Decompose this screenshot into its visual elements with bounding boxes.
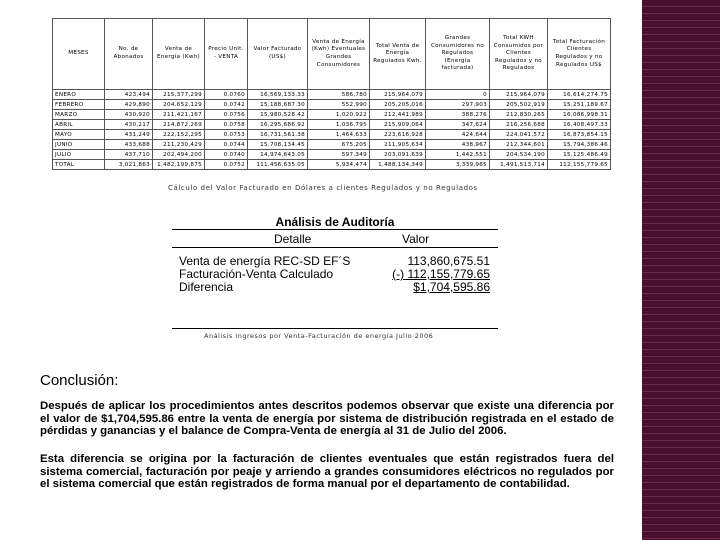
sidebar-stripe (642, 258, 720, 259)
audit-body (172, 246, 498, 329)
sidebar-stripe (642, 76, 720, 77)
audit-col-valor: Valor (402, 232, 430, 246)
sidebar-stripe (642, 405, 720, 406)
sidebar-stripe (642, 265, 720, 266)
sidebar-stripe (642, 13, 720, 14)
sidebar-stripe (642, 83, 720, 84)
table-cell: 15,251,189.67 (548, 100, 611, 110)
sidebar-stripe (642, 328, 720, 329)
audit-label-venta: Venta de energía REC-SD EF´S (179, 254, 351, 268)
sidebar-stripe (642, 118, 720, 119)
audit-analysis (172, 215, 498, 328)
table-row-label: JUNIO (53, 140, 105, 150)
table-cell: 0.0758 (205, 120, 248, 130)
sidebar-stripe (642, 300, 720, 301)
table-row (53, 160, 611, 170)
table-caption: Cálculo del Valor Facturado en Dólares a clientes Regulados y no Regulados (168, 184, 478, 192)
table-cell: 223,616,928 (370, 130, 426, 140)
audit-value-diferencia: $1,704,595.86 (413, 280, 490, 294)
table-cell: 215,964,079 (490, 90, 548, 100)
sidebar-stripe (642, 482, 720, 483)
table-cell: 1,488,134,349 (370, 160, 426, 170)
sidebar-stripe (642, 55, 720, 56)
table-cell: 211,905,634 (370, 140, 426, 150)
sidebar-stripe (642, 125, 720, 126)
table-cell: 204,534,190 (490, 150, 548, 160)
sidebar-stripe (642, 188, 720, 189)
sidebar-stripe (642, 356, 720, 357)
decorative-sidebar (642, 0, 720, 540)
table-cell: 0 (426, 90, 490, 100)
sidebar-stripe (642, 111, 720, 112)
table-cell: 0.0756 (205, 110, 248, 120)
table-cell: 212,344,601 (490, 140, 548, 150)
table-cell: 212,830,265 (490, 110, 548, 120)
table-row (53, 90, 611, 100)
table-cell: 675,205 (308, 140, 370, 150)
table-cell: 211,421,167 (153, 110, 205, 120)
sidebar-stripe (642, 349, 720, 350)
table-cell: 215,964,079 (370, 90, 426, 100)
table-cell: 1,491,513,714 (490, 160, 548, 170)
sidebar-stripe (642, 286, 720, 287)
sidebar-stripe (642, 69, 720, 70)
table-cell: 15,708,134.45 (248, 140, 308, 150)
audit-caption: Análisis Ingresos por Venta-Facturación de energía Julio 2006 (204, 332, 434, 340)
table-cell: 111,456,635.05 (248, 160, 308, 170)
sidebar-stripe (642, 363, 720, 364)
table-row (53, 130, 611, 140)
sidebar-stripe (642, 279, 720, 280)
sidebar-stripe (642, 104, 720, 105)
table-cell: 16,731,561.38 (248, 130, 308, 140)
sidebar-stripe (642, 223, 720, 224)
sidebar-stripe (642, 314, 720, 315)
table-cell: 212,441,989 (370, 110, 426, 120)
sidebar-stripe (642, 48, 720, 49)
audit-title: Análisis de Auditoría (275, 215, 395, 229)
sidebar-stripe (642, 209, 720, 210)
audit-col-detalle: Detalle (274, 232, 312, 246)
sidebar-stripe (642, 195, 720, 196)
table-cell: 1,464,633 (308, 130, 370, 140)
sidebar-stripe (642, 377, 720, 378)
table-cell: 552,990 (308, 100, 370, 110)
table-cell: 15,794,386.46 (548, 140, 611, 150)
table-cell: 347,624 (426, 120, 490, 130)
sidebar-stripe (642, 62, 720, 63)
sidebar-stripe (642, 384, 720, 385)
table-cell: 3,339,965 (426, 160, 490, 170)
sidebar-stripe (642, 244, 720, 245)
sidebar-stripe (642, 531, 720, 532)
conclusion-paragraph-2: Esta diferencia se origina por la facturación de clientes eventuales que están registrados fuera del sistema comercial, facturación por peaje y arriendo a grandes consumidores eléctricos no regulados por el sistema comercial que están registrados de forma manual por el departamento de contabilidad. (40, 453, 614, 490)
table-cell: 423,494 (105, 90, 153, 100)
sidebar-stripe (642, 419, 720, 420)
table-header-cell: Venta de Energía (Kwh) Eventuales Grandes Consumidores (308, 19, 370, 90)
table-row (53, 120, 611, 130)
billing-table (52, 18, 611, 170)
table-cell: 431,249 (105, 130, 153, 140)
table-cell: 215,909,064 (370, 120, 426, 130)
table-row (53, 150, 611, 160)
table-row-label: FEBRERO (53, 100, 105, 110)
table-cell: 205,205,016 (370, 100, 426, 110)
sidebar-stripe (642, 237, 720, 238)
sidebar-stripe (642, 6, 720, 7)
table-header-cell: No. de Abonados (105, 19, 153, 90)
sidebar-stripe (642, 538, 720, 539)
sidebar-stripe (642, 496, 720, 497)
sidebar-stripe (642, 454, 720, 455)
sidebar-stripe (642, 230, 720, 231)
table-row (53, 100, 611, 110)
table-header-cell: Precio Unit. - VENTA (205, 19, 248, 90)
table-cell: 15,125,486.49 (548, 150, 611, 160)
sidebar-stripe (642, 370, 720, 371)
sidebar-stripe (642, 202, 720, 203)
table-row-label: ABRIL (53, 120, 105, 130)
sidebar-stripe (642, 272, 720, 273)
table-cell: 16,086,998.31 (548, 110, 611, 120)
sidebar-stripe (642, 307, 720, 308)
table-cell: 1,036,795 (308, 120, 370, 130)
sidebar-stripe (642, 20, 720, 21)
audit-label-facturacion: Facturación-Venta Calculado (179, 267, 334, 281)
table-cell: 433,688 (105, 140, 153, 150)
table-header-cell: MESES (53, 19, 105, 90)
table-header-cell: Venta de Energía (Kwh) (153, 19, 205, 90)
sidebar-stripe (642, 321, 720, 322)
table-cell: 1,482,199,875 (153, 160, 205, 170)
sidebar-stripe (642, 433, 720, 434)
table-header-cell: Valor Facturado (US$) (248, 19, 308, 90)
sidebar-stripe (642, 440, 720, 441)
sidebar-stripe (642, 475, 720, 476)
table-cell: 388,276 (426, 110, 490, 120)
table-cell: 222,152,295 (153, 130, 205, 140)
table-cell: 5,934,474 (308, 160, 370, 170)
table-cell: 437,710 (105, 150, 153, 160)
table-cell: 1,020,922 (308, 110, 370, 120)
table-cell: 0.0744 (205, 140, 248, 150)
sidebar-stripe (642, 391, 720, 392)
sidebar-stripe (642, 167, 720, 168)
sidebar-stripe (642, 412, 720, 413)
sidebar-stripe (642, 426, 720, 427)
table-row (53, 110, 611, 120)
table-cell: 597,349 (308, 150, 370, 160)
sidebar-stripe (642, 160, 720, 161)
sidebar-stripe (642, 97, 720, 98)
sidebar-stripe (642, 335, 720, 336)
sidebar-stripe (642, 251, 720, 252)
table-header-cell: Grandes Consumidores no Regulados (Energía facturada) (426, 19, 490, 90)
sidebar-stripe (642, 447, 720, 448)
audit-value-facturacion: (-) 112,155,779.65 (392, 267, 490, 281)
table-header-row (53, 19, 611, 90)
table-cell: 586,780 (308, 90, 370, 100)
audit-label-diferencia: Diferencia (179, 280, 234, 294)
table-header-cell: Total KWH Consumidos por Clientes Regulados y no Regulados (490, 19, 548, 90)
sidebar-stripe (642, 90, 720, 91)
table-cell: 430,920 (105, 110, 153, 120)
table-cell: 0.0742 (205, 100, 248, 110)
table-cell: 0.0740 (205, 150, 248, 160)
sidebar-stripe (642, 489, 720, 490)
table-cell: 429,890 (105, 100, 153, 110)
conclusion-title: Conclusión: (40, 372, 119, 389)
table-cell: 0.0760 (205, 90, 248, 100)
sidebar-stripe (642, 174, 720, 175)
sidebar-stripe (642, 181, 720, 182)
sidebar-stripe (642, 293, 720, 294)
table-cell: 15,188,687.30 (248, 100, 308, 110)
table-cell: 0.0753 (205, 130, 248, 140)
sidebar-stripe (642, 27, 720, 28)
sidebar-stripe (642, 517, 720, 518)
table-cell: 16,873,854.15 (548, 130, 611, 140)
sidebar-stripe (642, 461, 720, 462)
sidebar-stripe (642, 132, 720, 133)
sidebar-stripe (642, 503, 720, 504)
sidebar-stripe (642, 510, 720, 511)
sidebar-stripe (642, 153, 720, 154)
table-cell: 0.0752 (205, 160, 248, 170)
sidebar-stripe (642, 34, 720, 35)
table-header-cell: Total Venta de Energía Regulados Kwh. (370, 19, 426, 90)
table-row-label: MARZO (53, 110, 105, 120)
table-cell: 16,614,274.75 (548, 90, 611, 100)
table-cell: 202,494,200 (153, 150, 205, 160)
table-cell: 215,377,299 (153, 90, 205, 100)
sidebar-stripe (642, 524, 720, 525)
sidebar-stripe (642, 146, 720, 147)
table-cell: 112,155,779.65 (548, 160, 611, 170)
table-cell: 203,091,639 (370, 150, 426, 160)
table-cell: 214,872,269 (153, 120, 205, 130)
table-cell: 211,230,429 (153, 140, 205, 150)
table-cell: 205,502,919 (490, 100, 548, 110)
conclusion-paragraph-1: Después de aplicar los procedimientos antes descritos podemos observar que existe una diferencia por el valor de $1,704,595.86 entre la venta de energía por sistema de distribución registrada en el estado de pérdidas y ganancias y el balance de Compra-Venta de energía al 31 de Julio del 2006. (40, 400, 614, 437)
sidebar-stripe (642, 216, 720, 217)
table-row (53, 140, 611, 150)
table-row-label: TOTAL (53, 160, 105, 170)
sidebar-stripe (642, 41, 720, 42)
table-header-cell: Total Facturación Clientes Regulados y no Regulados US$ (548, 19, 611, 90)
sidebar-stripe (642, 398, 720, 399)
table-row-label: JULIO (53, 150, 105, 160)
table-row-label: MAYO (53, 130, 105, 140)
table-cell: 204,652,129 (153, 100, 205, 110)
table-row-label: ENERO (53, 90, 105, 100)
table-cell: 216,256,688 (490, 120, 548, 130)
table-cell: 424,644 (426, 130, 490, 140)
sidebar-stripe (642, 468, 720, 469)
table-cell: 224,041,572 (490, 130, 548, 140)
table-cell: 16,295,686.92 (248, 120, 308, 130)
table-cell: 16,569,133.33 (248, 90, 308, 100)
sidebar-stripe (642, 342, 720, 343)
sidebar-stripe (642, 139, 720, 140)
table-cell: 3,021,863 (105, 160, 153, 170)
table-cell: 1,442,551 (426, 150, 490, 160)
table-cell: 297,903 (426, 100, 490, 110)
table-cell: 438,967 (426, 140, 490, 150)
audit-value-venta: 113,860,675.51 (407, 254, 490, 268)
table-cell: 16,408,497.33 (548, 120, 611, 130)
table-cell: 15,980,528.42 (248, 110, 308, 120)
table-cell: 14,974,643.05 (248, 150, 308, 160)
table-cell: 430,217 (105, 120, 153, 130)
